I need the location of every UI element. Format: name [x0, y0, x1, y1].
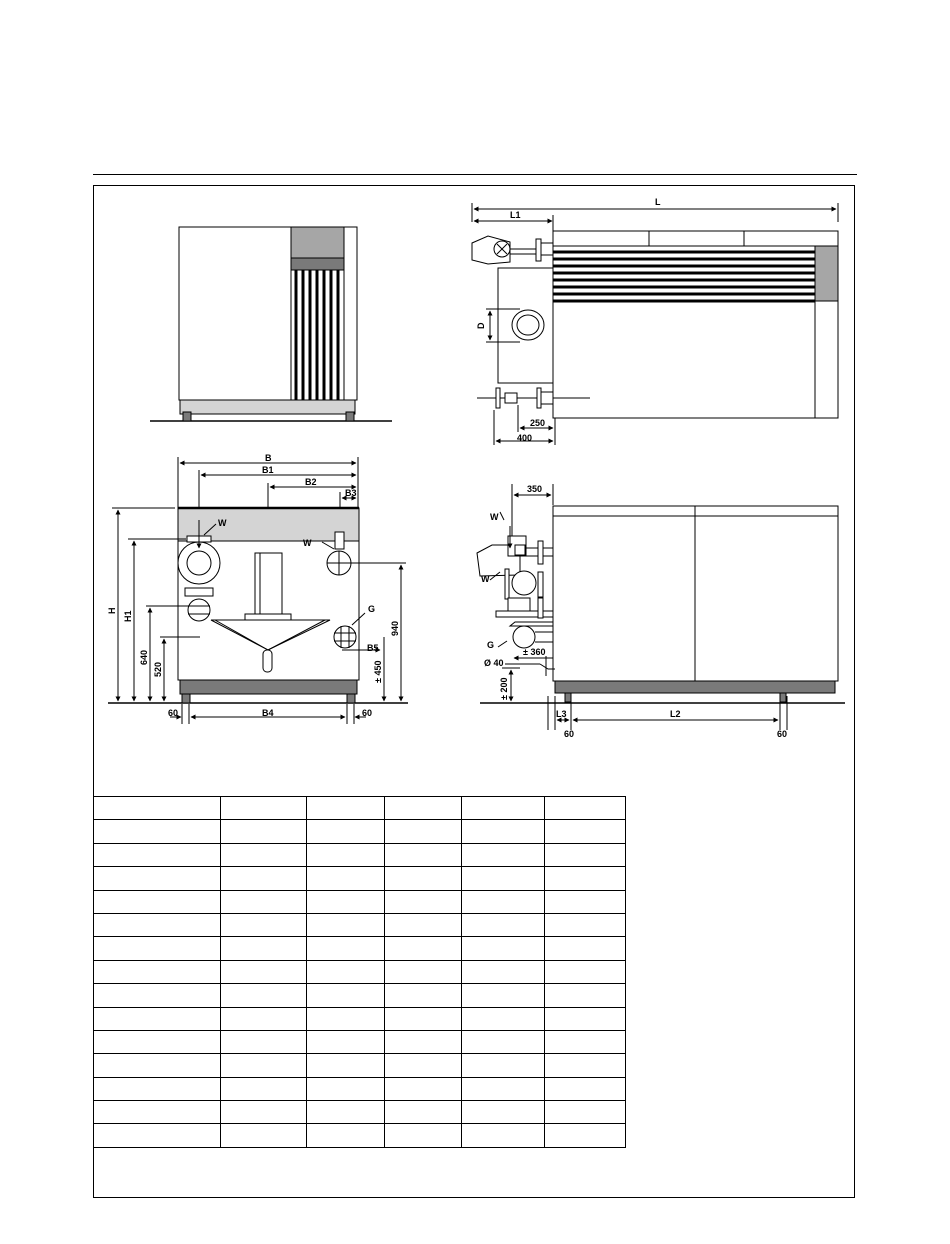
label-350: 350	[527, 484, 543, 494]
table-cell	[385, 913, 462, 936]
label-H: H	[107, 607, 117, 614]
label-G-1: G	[368, 604, 376, 614]
label-H1: H1	[123, 610, 133, 622]
table-cell	[221, 1077, 307, 1100]
top-view	[472, 203, 838, 445]
table-cell	[385, 937, 462, 960]
label-360: ± 360	[523, 647, 546, 657]
table-cell	[462, 1054, 545, 1077]
table-cell	[94, 843, 221, 866]
side-elevation	[477, 484, 845, 730]
label-60-left: 60	[168, 708, 179, 718]
table-cell	[385, 1124, 462, 1147]
table-row	[94, 1007, 626, 1030]
table-cell	[221, 1124, 307, 1147]
table-cell	[462, 1124, 545, 1147]
table-cell	[94, 1007, 221, 1030]
table-cell	[462, 1077, 545, 1100]
table-row	[94, 843, 626, 866]
table-row	[94, 820, 626, 843]
label-L1: L1	[510, 210, 521, 220]
label-250: 250	[530, 418, 546, 428]
table-cell	[94, 937, 221, 960]
table-cell	[94, 1030, 221, 1053]
label-L: L	[655, 197, 661, 207]
table-cell	[94, 867, 221, 890]
table-cell	[94, 820, 221, 843]
table-cell	[462, 890, 545, 913]
table-cell	[545, 820, 626, 843]
table-cell	[307, 1077, 385, 1100]
table-cell	[307, 1101, 385, 1124]
table-row	[94, 937, 626, 960]
table-cell	[462, 797, 545, 820]
table-cell	[221, 1101, 307, 1124]
table-cell	[307, 913, 385, 936]
table-cell	[545, 890, 626, 913]
label-520: 520	[153, 661, 163, 677]
table-cell	[221, 867, 307, 890]
table-cell	[385, 1054, 462, 1077]
table-cell	[462, 1007, 545, 1030]
table-row	[94, 890, 626, 913]
table-cell	[94, 797, 221, 820]
front-elevation	[108, 457, 408, 724]
table-cell	[385, 890, 462, 913]
table-cell	[385, 1077, 462, 1100]
table-cell	[462, 937, 545, 960]
table-cell	[385, 984, 462, 1007]
specification-table-body	[94, 797, 626, 1148]
table-cell	[545, 1054, 626, 1077]
table-cell	[385, 1030, 462, 1053]
table-cell	[221, 913, 307, 936]
table-cell	[221, 1007, 307, 1030]
table-cell	[545, 1077, 626, 1100]
table-cell	[462, 843, 545, 866]
table-cell	[307, 867, 385, 890]
table-cell	[385, 797, 462, 820]
front-view	[150, 227, 392, 421]
label-W-1: W	[218, 518, 227, 528]
table-cell	[385, 843, 462, 866]
table-cell	[545, 913, 626, 936]
label-B: B	[265, 453, 272, 463]
table-cell	[221, 843, 307, 866]
table-cell	[221, 820, 307, 843]
label-B3: B3	[345, 488, 357, 498]
table-cell	[94, 1101, 221, 1124]
table-cell	[94, 1124, 221, 1147]
table-cell	[221, 984, 307, 1007]
table-cell	[462, 1101, 545, 1124]
table-cell	[545, 1007, 626, 1030]
table-row	[94, 1030, 626, 1053]
label-W-3: W	[490, 512, 499, 522]
table-cell	[221, 890, 307, 913]
table-cell	[462, 960, 545, 983]
label-L3: L3	[556, 709, 567, 719]
table-cell	[545, 960, 626, 983]
table-cell	[545, 797, 626, 820]
label-400: 400	[517, 433, 533, 443]
table-cell	[307, 1124, 385, 1147]
table-cell	[94, 1077, 221, 1100]
table-cell	[307, 820, 385, 843]
table-cell	[462, 913, 545, 936]
table-cell	[94, 1054, 221, 1077]
table-cell	[307, 984, 385, 1007]
table-cell	[307, 960, 385, 983]
specification-table	[93, 796, 626, 1148]
label-60-right: 60	[362, 708, 373, 718]
table-cell	[385, 1101, 462, 1124]
table-cell	[221, 960, 307, 983]
table-row	[94, 1101, 626, 1124]
label-60-a: 60	[564, 729, 575, 739]
table-cell	[385, 1007, 462, 1030]
label-G-2: G	[487, 640, 495, 650]
table-cell	[545, 1124, 626, 1147]
table-cell	[307, 843, 385, 866]
table-row	[94, 867, 626, 890]
table-row	[94, 797, 626, 820]
label-B5: B5	[367, 643, 379, 653]
table-cell	[462, 820, 545, 843]
label-450: ± 450	[373, 660, 383, 683]
table-cell	[462, 984, 545, 1007]
table-cell	[307, 1007, 385, 1030]
label-B2: B2	[305, 477, 317, 487]
table-row	[94, 913, 626, 936]
table-cell	[462, 1030, 545, 1053]
table-cell	[221, 797, 307, 820]
table-cell	[462, 867, 545, 890]
table-cell	[307, 1054, 385, 1077]
table-row	[94, 1077, 626, 1100]
table-cell	[545, 937, 626, 960]
label-B1: B1	[262, 465, 274, 475]
table-cell	[385, 820, 462, 843]
table-cell	[94, 984, 221, 1007]
table-cell	[94, 960, 221, 983]
table-row	[94, 1054, 626, 1077]
table-cell	[221, 1030, 307, 1053]
table-cell	[307, 797, 385, 820]
table-row	[94, 1124, 626, 1147]
table-cell	[94, 890, 221, 913]
table-cell	[307, 937, 385, 960]
table-cell	[385, 960, 462, 983]
table-cell	[307, 890, 385, 913]
label-940: 940	[390, 620, 400, 636]
table-cell	[94, 913, 221, 936]
table-cell	[545, 843, 626, 866]
table-cell	[545, 1101, 626, 1124]
label-L2: L2	[670, 709, 681, 719]
table-row	[94, 960, 626, 983]
label-phi40: Ø 40	[484, 658, 504, 668]
table-cell	[545, 867, 626, 890]
table-cell	[545, 1030, 626, 1053]
label-60-b: 60	[777, 729, 788, 739]
label-640: 640	[139, 649, 149, 665]
table-cell	[221, 937, 307, 960]
label-200: ± 200	[499, 677, 509, 700]
table-cell	[221, 1054, 307, 1077]
label-W-2: W	[303, 538, 312, 548]
table-cell	[545, 984, 626, 1007]
table-cell	[385, 867, 462, 890]
table-cell	[307, 1030, 385, 1053]
table-row	[94, 984, 626, 1007]
label-B4: B4	[262, 708, 274, 718]
label-W-4: W	[481, 574, 490, 584]
label-D: D	[476, 322, 486, 329]
